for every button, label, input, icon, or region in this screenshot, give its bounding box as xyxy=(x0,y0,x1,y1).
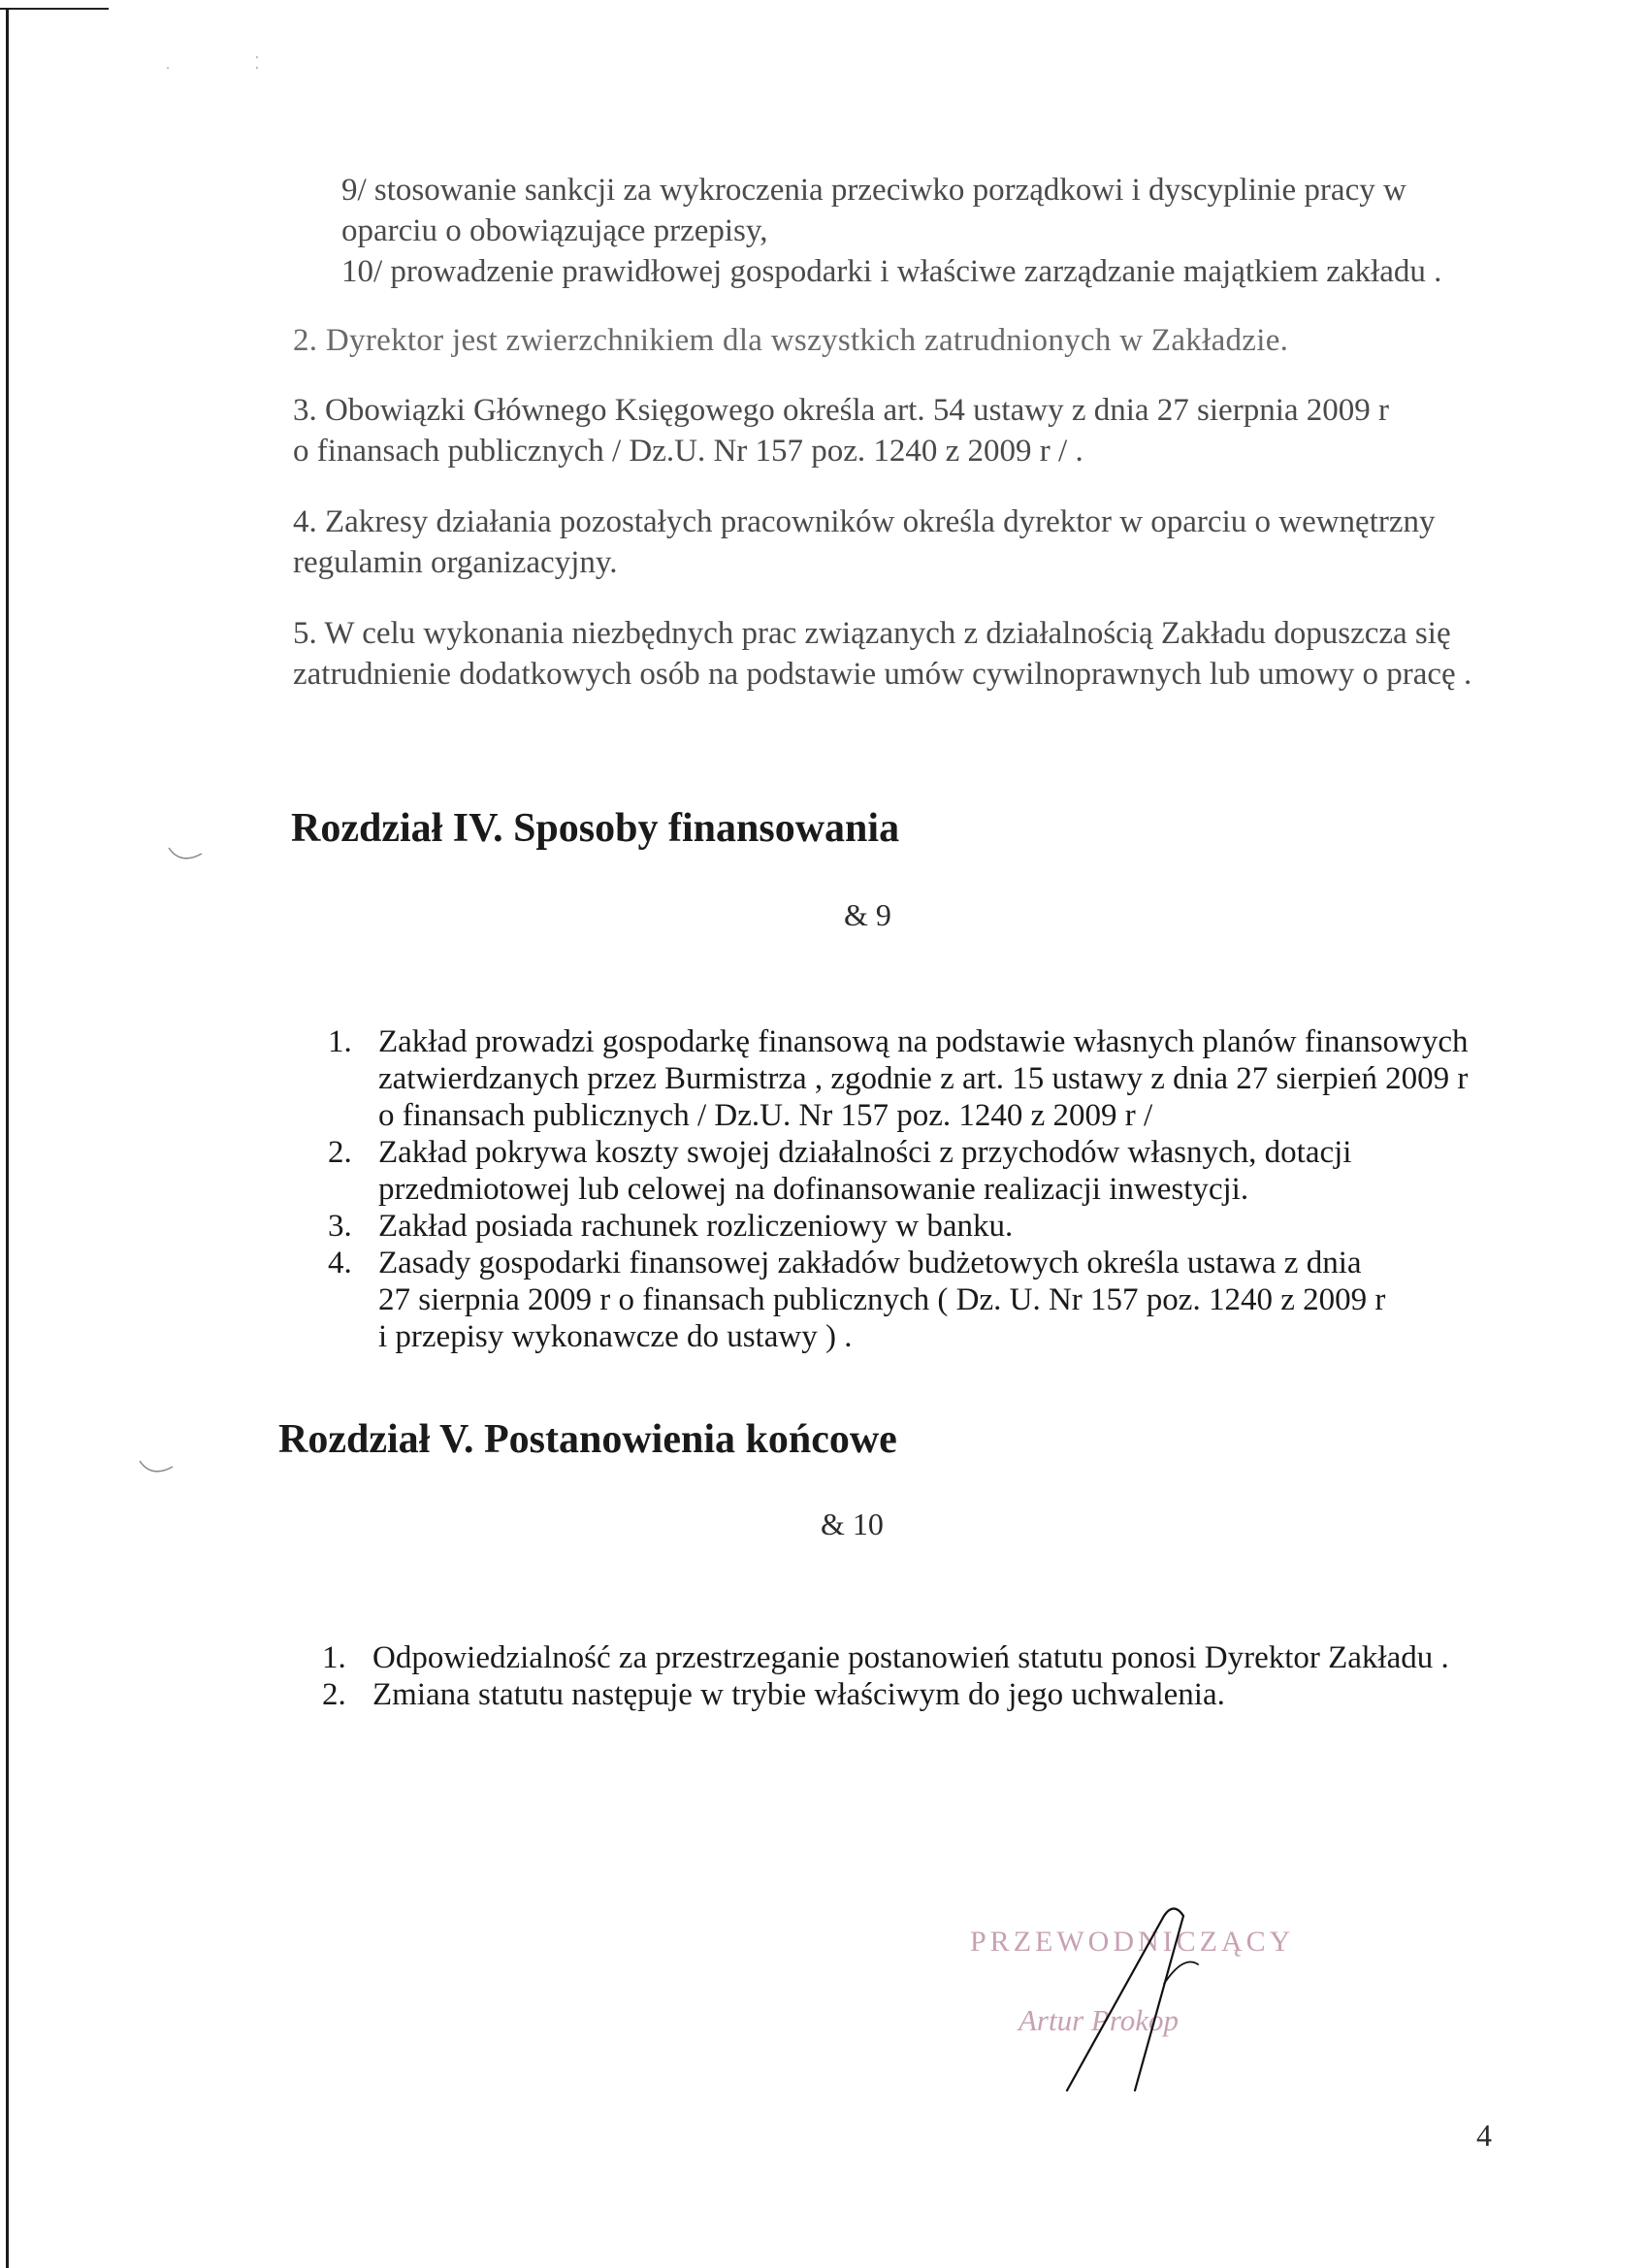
list-item-line: przedmiotowej lub celowej na dofinansowanie realizacji inwestycji. xyxy=(378,1172,1249,1207)
list-item-line: Zakład pokrywa koszty swojej działalności z przychodów własnych, dotacji xyxy=(378,1135,1352,1170)
point-5-line-1: 5. W celu wykonania niezbędnych prac związanych z działalnością Zakładu dopuszcza się xyxy=(293,616,1451,651)
margin-tick-mark xyxy=(138,1457,177,1480)
point-3-line-2: o finansach publicznych / Dz.U. Nr 157 poz. 1240 z 2009 r / . xyxy=(293,434,1083,469)
chapter-5-heading: Rozdział V. Postanowienia końcowe xyxy=(278,1417,897,1462)
page-number: 4 xyxy=(1476,2118,1492,2153)
list-item-line: Zmiana statutu następuje w trybie właściwym do jego uchwalenia. xyxy=(372,1677,1225,1712)
list-item-number: 4. xyxy=(328,1246,352,1280)
list-item-number: 1. xyxy=(322,1640,346,1675)
chapter-4-heading: Rozdział IV. Sposoby finansowania xyxy=(291,806,900,851)
point-3-line-1: 3. Obowiązki Głównego Księgowego określa art. 54 ustawy z dnia 27 sierpnia 2009 r xyxy=(293,393,1389,428)
intro-line-2: oparciu o obowiązujące przepisy, xyxy=(341,213,768,248)
chapter-5-list xyxy=(322,1639,1449,1713)
list-item-line: i przepisy wykonawcze do ustawy ) . xyxy=(378,1319,853,1354)
list-item-line: zatwierdzanych przez Burmistrza , zgodnie z art. 15 ustawy z dnia 27 sierpień 2009 r xyxy=(378,1061,1469,1096)
scan-speck: · xyxy=(165,58,171,78)
list-item-line: o finansach publicznych / Dz.U. Nr 157 poz. 1240 z 2009 r / xyxy=(378,1098,1153,1133)
chapter-5-section-mark: & 10 xyxy=(821,1507,884,1541)
page-edge-top xyxy=(0,8,109,10)
list-item xyxy=(328,1245,1469,1355)
list-item xyxy=(322,1676,1449,1713)
list-item-number: 2. xyxy=(328,1135,352,1170)
point-5-line-2: zatrudnienie dodatkowych osób na podstawie umów cywilnoprawnych lub umowy o pracę . xyxy=(293,657,1472,692)
list-item-line: Zakład posiada rachunek rozliczeniowy w banku. xyxy=(378,1209,1014,1244)
list-item-number: 2. xyxy=(322,1677,346,1712)
intro-line-3: 10/ prowadzenie prawidłowej gospodarki i właściwe zarządzanie majątkiem zakładu . xyxy=(341,254,1442,289)
chapter-4-section-mark: & 9 xyxy=(844,897,891,932)
point-4-line-1: 4. Zakresy działania pozostałych pracowników określa dyrektor w oparciu o wewnętrzny xyxy=(293,504,1436,539)
list-item-line: 27 sierpnia 2009 r o finansach publicznych ( Dz. U. Nr 157 poz. 1240 z 2009 r xyxy=(378,1282,1386,1317)
scan-speck: ⁚ xyxy=(254,53,260,73)
stamp-name: Artur Prokop xyxy=(1018,2003,1180,2037)
chapter-4-list xyxy=(328,1023,1469,1355)
list-item-number: 3. xyxy=(328,1209,352,1244)
margin-tick-mark xyxy=(167,844,206,867)
list-item-number: 1. xyxy=(328,1024,352,1059)
stamp-title: PRZEWODNICZĄCY xyxy=(970,1926,1295,1958)
handwritten-signature xyxy=(1028,1896,1251,2100)
list-item xyxy=(322,1639,1449,1676)
list-item-line: Odpowiedzialność za przestrzeganie postanowień statutu ponosi Dyrektor Zakładu . xyxy=(372,1640,1449,1675)
point-2: 2. Dyrektor jest zwierzchnikiem dla wszystkich zatrudnionych w Zakładzie. xyxy=(293,323,1289,358)
page-edge-left xyxy=(6,8,9,2268)
list-item xyxy=(328,1134,1469,1208)
intro-line-1: 9/ stosowanie sankcji za wykroczenia przeciwko porządkowi i dyscyplinie pracy w xyxy=(341,173,1406,208)
list-item xyxy=(328,1023,1469,1134)
list-item-line: Zakład prowadzi gospodarkę finansową na podstawie własnych planów finansowych xyxy=(378,1024,1469,1059)
point-4-line-2: regulamin organizacyjny. xyxy=(293,545,618,580)
list-item xyxy=(328,1208,1469,1245)
list-item-line: Zasady gospodarki finansowej zakładów budżetowych określa ustawa z dnia xyxy=(378,1246,1362,1280)
